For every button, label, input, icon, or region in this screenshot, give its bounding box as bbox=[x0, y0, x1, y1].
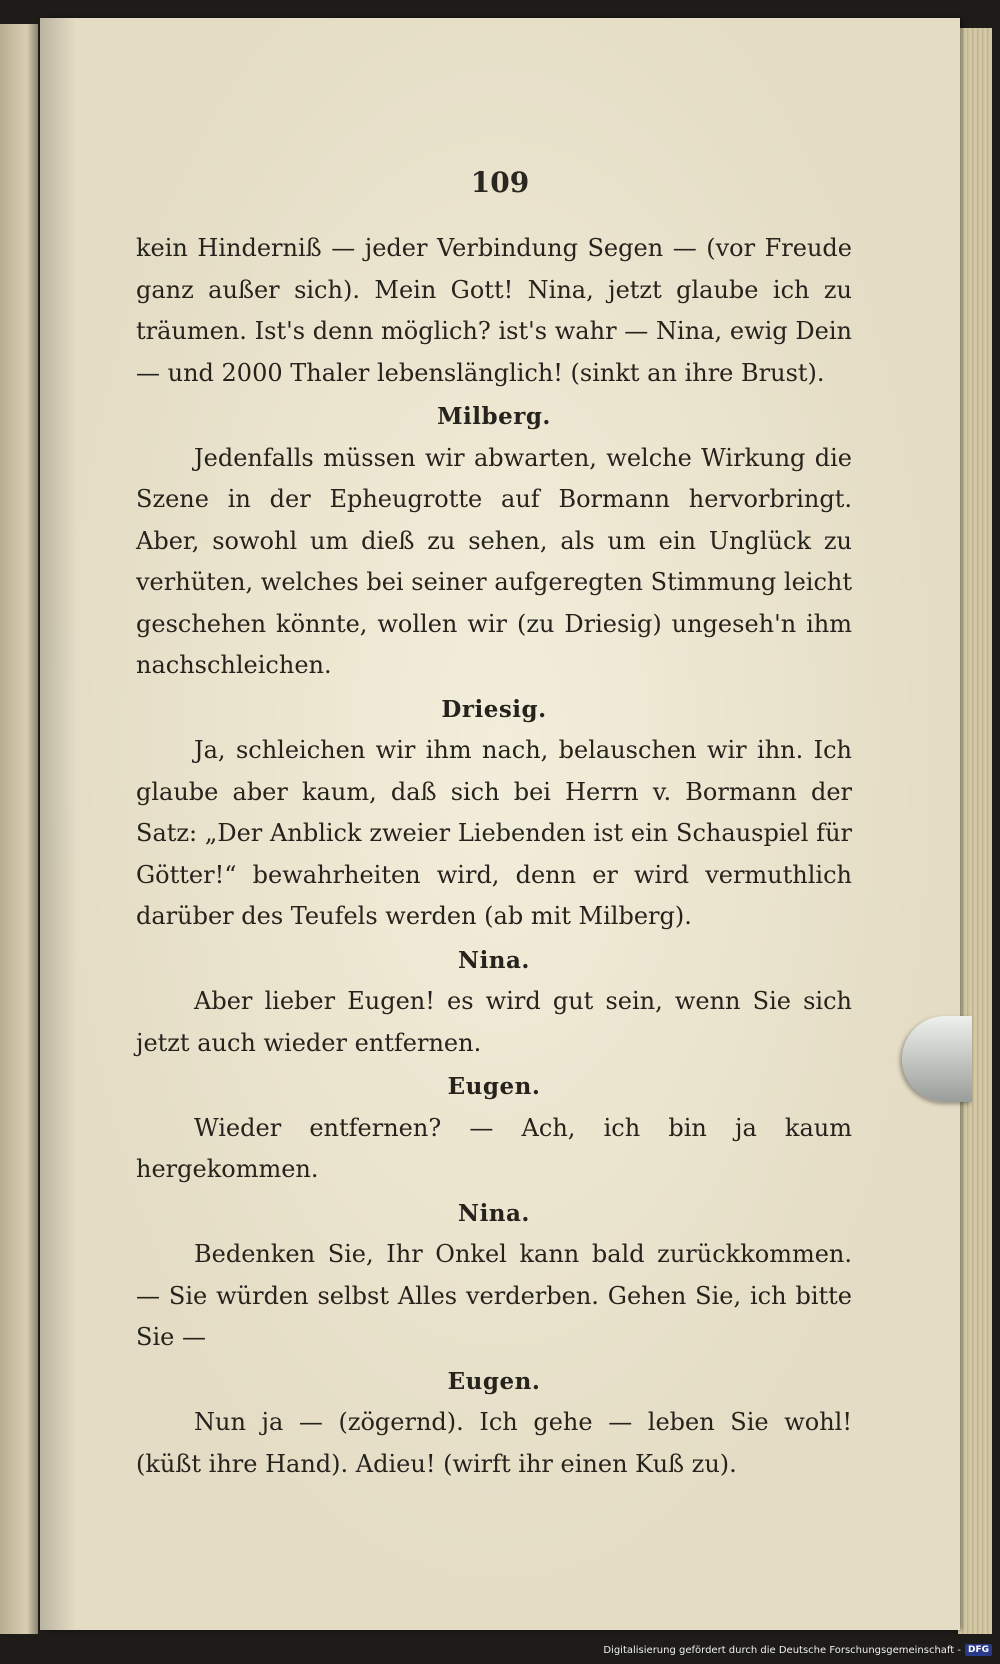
dfg-logo: DFG bbox=[965, 1644, 992, 1656]
credit-text: Digitalisierung gefördert durch die Deutsche Forschungsgemeinschaft - bbox=[603, 1644, 961, 1656]
adjacent-page-edge bbox=[0, 24, 38, 1634]
digitization-credit bbox=[603, 1642, 992, 1658]
paragraph: Nun ja — (zögernd). Ich gehe — leben Sie wohl! (küßt ihre Hand). Adieu! (wirft ihr einen Kuß zu). bbox=[136, 1408, 852, 1478]
paragraph: Jedenfalls müssen wir abwarten, welche Wirkung die Szene in der Epheugrotte auf Bormann hervorbringt. Aber, sowohl um dieß zu sehen, als um ein Unglück zu verhüten, welches bei seiner aufgeregten Stimmung leicht geschehen könnte, wollen wir (zu Driesig) ungeseh'n ihm nachschleichen. bbox=[136, 443, 852, 679]
book-page bbox=[40, 18, 960, 1630]
speaker-name: Nina. bbox=[458, 1199, 530, 1227]
paragraph: kein Hinderniß — jeder Verbindung Segen — (vor Freude ganz außer sich). Mein Gott! Nina, jetzt glaube ich zu träumen. Ist's denn möglich? ist's wahr — Nina, ewig Dein — und 2000 Thaler lebenslänglich! (sinkt an ihre Brust). bbox=[136, 234, 852, 387]
page-number: 109 bbox=[470, 166, 530, 199]
speaker-name: Eugen. bbox=[447, 1367, 541, 1395]
paragraph: Wieder entfernen? — Ach, ich bin ja kaum hergekommen. bbox=[136, 1113, 852, 1183]
page-text bbox=[136, 228, 852, 1485]
speaker-name: Eugen. bbox=[447, 1073, 541, 1100]
paragraph: Bedenken Sie, Ihr Onkel kann bald zurückkommen. — Sie würden selbst Alles verderben. Gehen Sie, ich bitte Sie — bbox=[136, 1240, 852, 1351]
paragraph: Ja, schleichen wir ihm nach, belauschen wir ihn. Ich glaube aber kaum, daß sich bei Herrn v. Bormann der Satz: „Der Anblick zweier Liebenden ist ein Schauspiel für Götter!“ bewahrheiten wird, denn er wird vermuthlich darüber des Teufels werden (ab mit Milberg). bbox=[136, 736, 852, 930]
paragraph: Aber lieber Eugen! es wird gut sein, wenn Sie sich jetzt auch wieder entfernen. bbox=[136, 987, 852, 1057]
speaker-name: Driesig. bbox=[441, 695, 547, 723]
speaker-name: Milberg. bbox=[437, 403, 551, 430]
book-page-edges bbox=[958, 28, 992, 1634]
speaker-name: Nina. bbox=[458, 946, 530, 974]
